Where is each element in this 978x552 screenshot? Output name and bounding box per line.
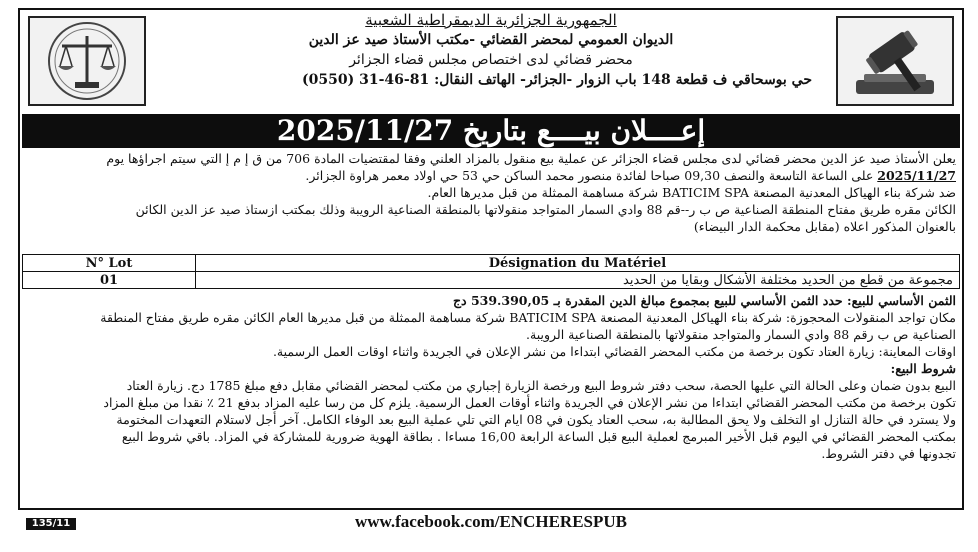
- table-header-row: [23, 255, 960, 272]
- details-block: [24, 292, 956, 502]
- location-line-1: مكان تواجد المنقولات المحجوزة: شركة بناء الهياكل المعدنية المصنعة BATICIM SPA شركة مساهمة الممثلة من قبل مديرها العام الكائن مقره طريق مفتاح المنطقة: [100, 310, 956, 325]
- lots-table: [22, 254, 960, 289]
- intro-line-2-text: على الساعة التاسعة والنصف 09,30 صباحا لفائدة منصور محمد الساكن حي 53 حي اولاد معمر هراوة الجزائر.: [305, 168, 874, 183]
- gavel-logo: [836, 16, 954, 106]
- gavel-icon: [838, 18, 952, 104]
- jurisdiction: محضر قضائي لدى اختصاص مجلس قضاء الجزائر: [349, 52, 633, 68]
- col-designation-header: Désignation du Matériel: [196, 255, 960, 272]
- intro-line-4: الكائن مقره طريق مفتاح المنطقة الصناعية ص ب ر--قم 88 وادي السمار المتواجد منقولاتها بالمنطقة الصناعية الرويبة وذلك بمكتب ازستاذ صيد عز الدين الكائن: [135, 202, 956, 217]
- lot-designation: مجموعة من قطع من الحديد مختلفة الأشكال وبقايا من الحديد: [196, 272, 960, 289]
- terms-line-5: تجدونها في دفتر الشروط.: [821, 446, 956, 461]
- intro-paragraph: [24, 150, 956, 262]
- base-price: الثمن الأساسي للبيع: حدد الثمن الأساسي للبيع بمجموع مبالغ الدين المقدرة بـ 539.390,05 دج: [452, 293, 956, 308]
- sale-date: 2025/11/27: [877, 168, 956, 183]
- col-lot-header: N° Lot: [23, 255, 196, 272]
- header: [20, 10, 962, 114]
- terms-title: شروط البيع:: [890, 361, 956, 376]
- terms-line-1: البيع بدون ضمان وعلى الحالة التي عليها الحصة، سحب دفتر شروط البيع ورخصة الزيارة إجباري من مكتب لمحضر القضائي مقابل دفع مبلغ 1785 دج. زيارة العتاد: [126, 378, 956, 393]
- intro-line-1: يعلن الأستاذ صيد عز الدين محضر قضائي لدى مجلس قضاء الجزائر عن عملية بيع منقول بالمزاد العلني وفقا لمقتضيات المادة 706 من ق إ م إ التي سيتم اجراؤها يوم: [106, 151, 956, 166]
- address-phone: حي بوسحاقي ف قطعة 148 باب الزوار -الجزائر- الهاتف النقال: 81-46-31 (0550): [302, 72, 812, 88]
- inspection-times: اوقات المعاينة: زيارة العتاد تكون برخصة من مكتب المحضر القضائي ابتداءا من نشر الإعلان في الجريدة واثناء اوقات العمل الرسمية.: [272, 344, 956, 359]
- lot-number: 01: [23, 272, 196, 289]
- location-line-2: الصناعية ص ب رقم 88 وادي السمار والمتواجد منقولاتها بالمنطقة الصناعية الرويبة.: [526, 327, 956, 342]
- header-text: [150, 10, 832, 114]
- republic-title: الجمهورية الجزائرية الديمقراطية الشعبية: [365, 11, 617, 29]
- page-badge: 135/11: [26, 518, 76, 530]
- scales-of-justice-logo: [28, 16, 146, 106]
- terms-line-4: بمكتب المحضر القضائي في اليوم قبل الأخير المبرمج لعملية البيع قبل الساعة الرابعة 16,00 مساءا . بطاقة الهوية ضرورية للمشاركة في المزاد. باقي شروط البيع: [121, 429, 956, 444]
- intro-line-5: بالعنوان المذكور اعلاه (مقابل محكمة الدار البيضاء): [693, 219, 956, 234]
- terms-line-2: تكون برخصة من مكتب المحضر القضائي ابتداءا من نشر الإعلان في الجريدة واثناء أوقات العمل الرسمية. يلزم كل من رسا عليه المزاد بدفع 21 ٪ نقدا من مبلغ المزاد: [103, 395, 956, 410]
- sale-announcement-banner: إعــــلان بيــــع بتاريخ 2025/11/27: [22, 114, 960, 148]
- intro-line-2: [24, 167, 956, 184]
- facebook-url[interactable]: www.facebook.com/ENCHERESPUB: [354, 512, 627, 531]
- intro-line-3: ضد شركة بناء الهياكل المعدنية المصنعة BATICIM SPA شركة مساهمة الممثلة من قبل مديرها العام.: [427, 185, 956, 200]
- table-row: [23, 272, 960, 289]
- footer: [18, 512, 964, 534]
- terms-line-3: ولا يسترد في حالة التنازل او التخلف ولا يحق المطالبة به، سحب العتاد يكون في 08 ايام التي تلي عملية البيع بعد الوفاء الكامل. آخر أجل لاستلام التعهدات المختومة: [116, 412, 956, 427]
- office-name: الديوان العمومي لمحضر القضائي -مكتب الأستاذ صيد عز الدين: [308, 32, 674, 48]
- scales-icon: [30, 18, 144, 104]
